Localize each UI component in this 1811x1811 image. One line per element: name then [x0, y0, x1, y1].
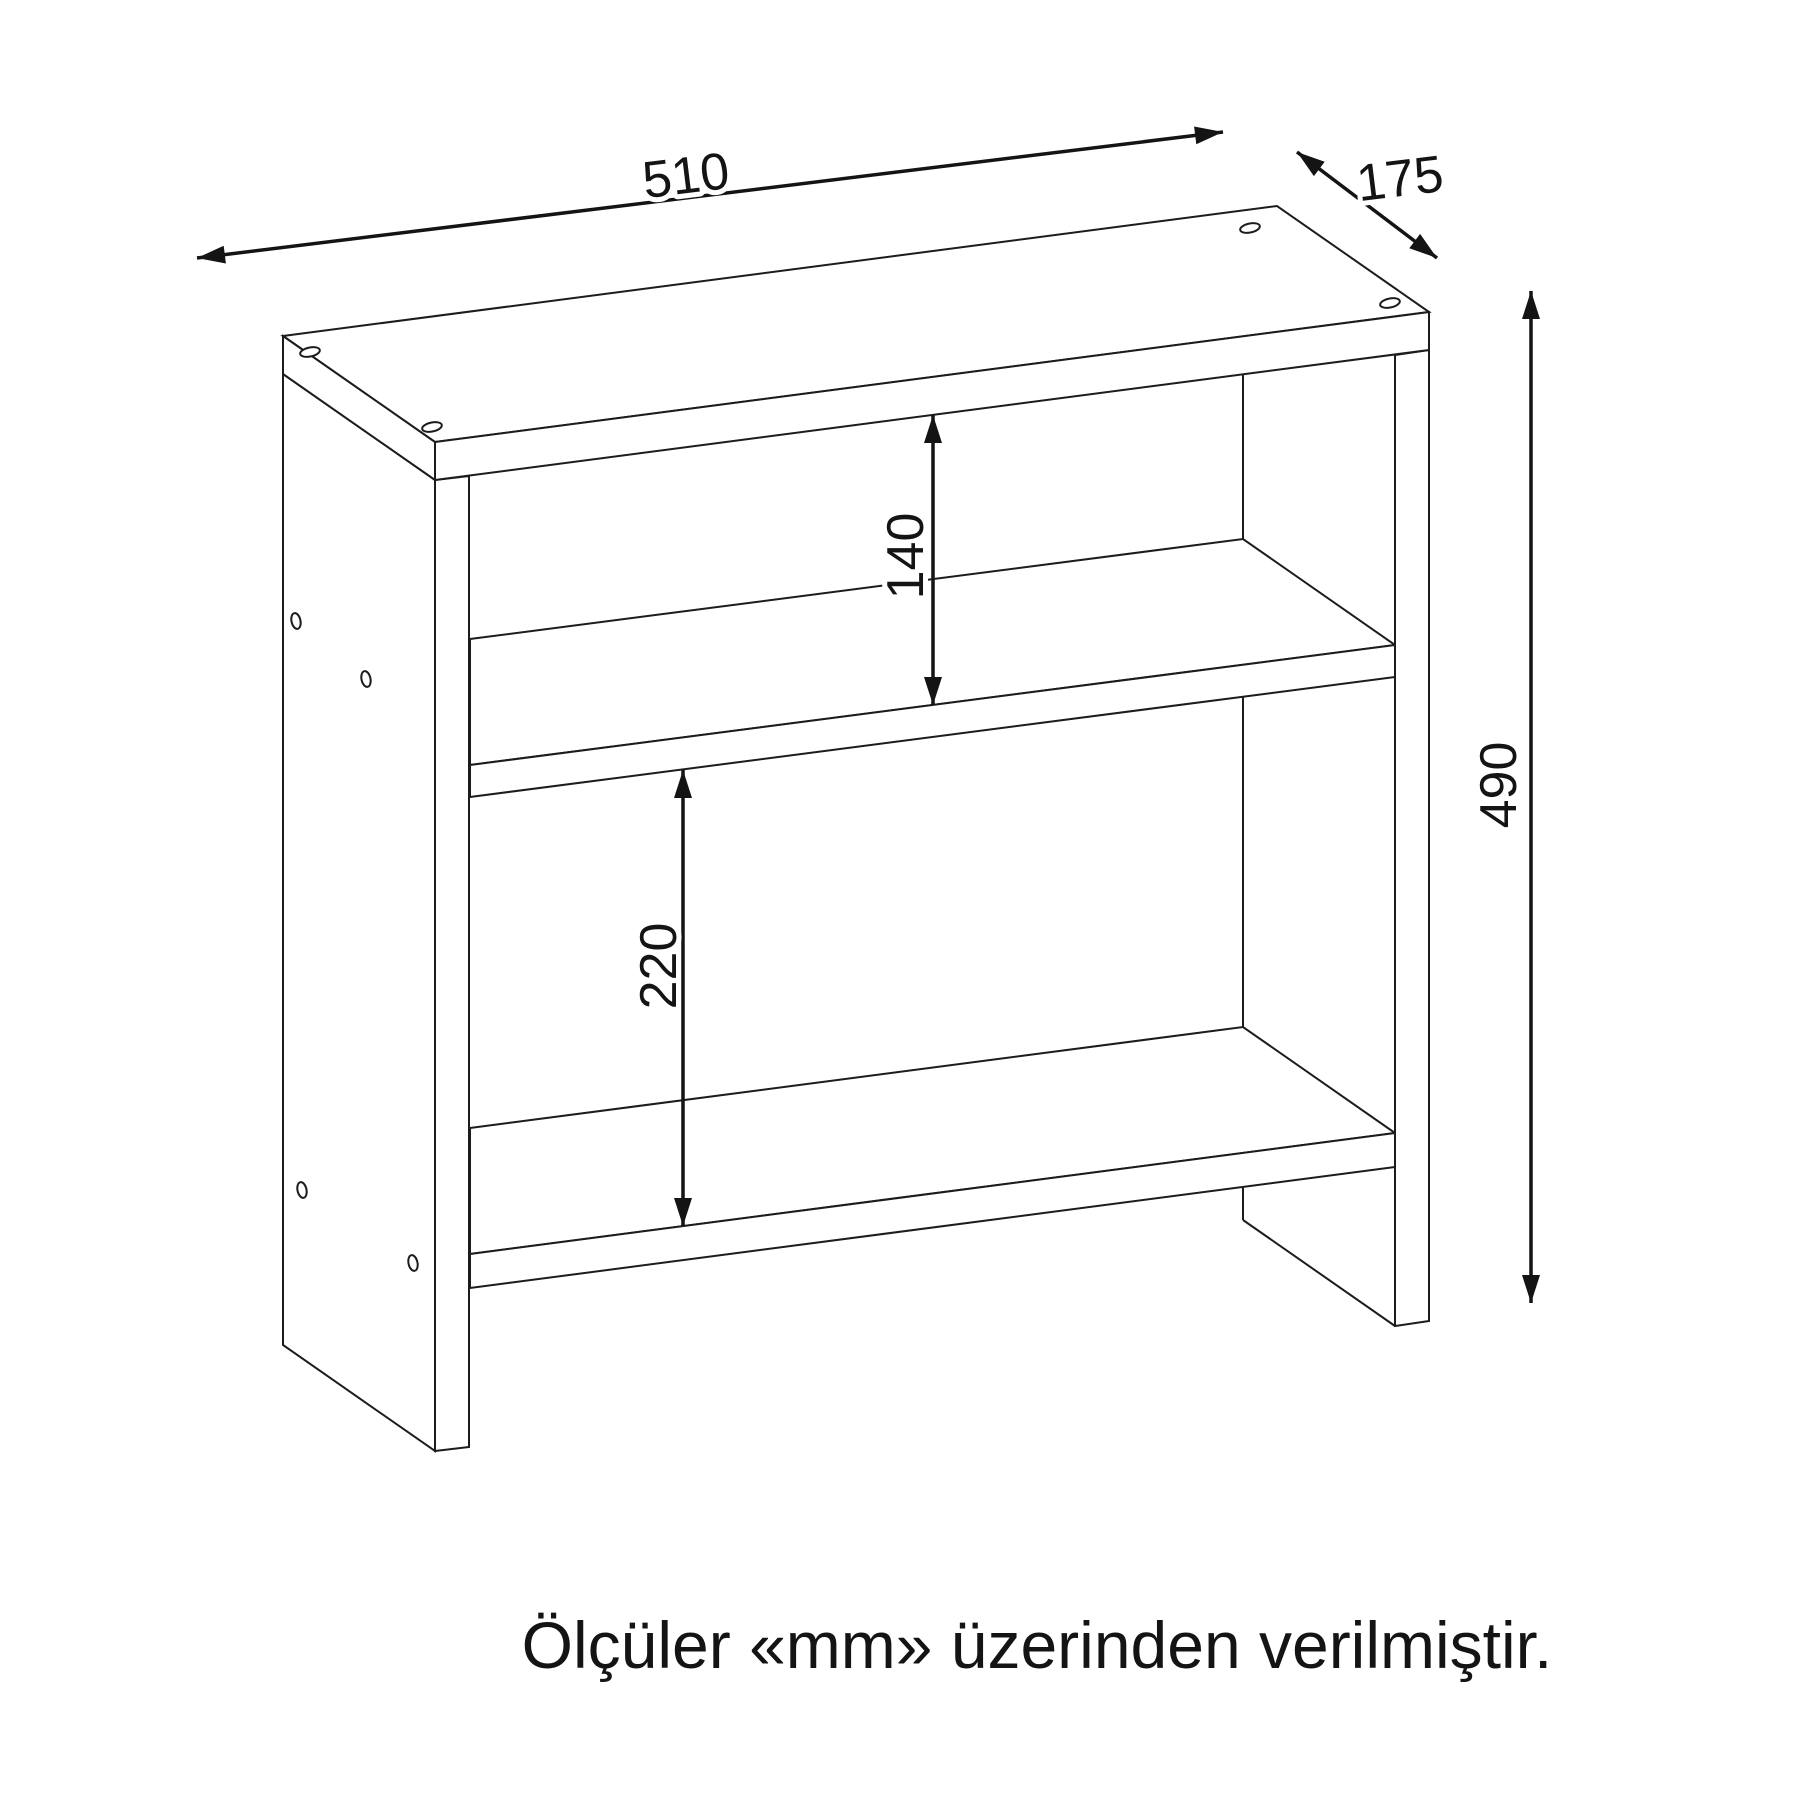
top-panel [283, 206, 1429, 480]
left-side-panel-outer-face [283, 374, 435, 1451]
left-side-panel [283, 374, 469, 1451]
bottom-shelf [470, 1027, 1395, 1288]
arrowhead-icon [674, 770, 692, 798]
units-caption: Ölçüler «mm» üzerinden verilmiştir. [521, 1608, 1553, 1682]
dimension-width-label: 510 [639, 142, 733, 211]
dimension-upper-gap-label: 140 [877, 512, 935, 600]
arrowhead-icon [1522, 291, 1540, 319]
left-side-panel-front-edge-face [435, 476, 469, 1451]
arrowhead-icon [1297, 152, 1325, 176]
dimension-depth-label: 175 [1353, 145, 1447, 214]
arrowhead-icon [1522, 1275, 1540, 1303]
arrowhead-icon [1409, 234, 1437, 258]
right-side-panel-front-edge-face [1395, 350, 1429, 1326]
dimension-lower-gap-label: 220 [630, 922, 688, 1010]
arrowhead-icon [924, 415, 942, 443]
arrowhead-icon [1194, 127, 1223, 145]
dimension-height [1470, 291, 1540, 1303]
right-panel-inner-bottom-edge [1243, 1220, 1395, 1326]
right-side-panel [1395, 350, 1429, 1326]
arrowhead-icon [197, 246, 226, 264]
dimension-height-label: 490 [1470, 741, 1528, 829]
